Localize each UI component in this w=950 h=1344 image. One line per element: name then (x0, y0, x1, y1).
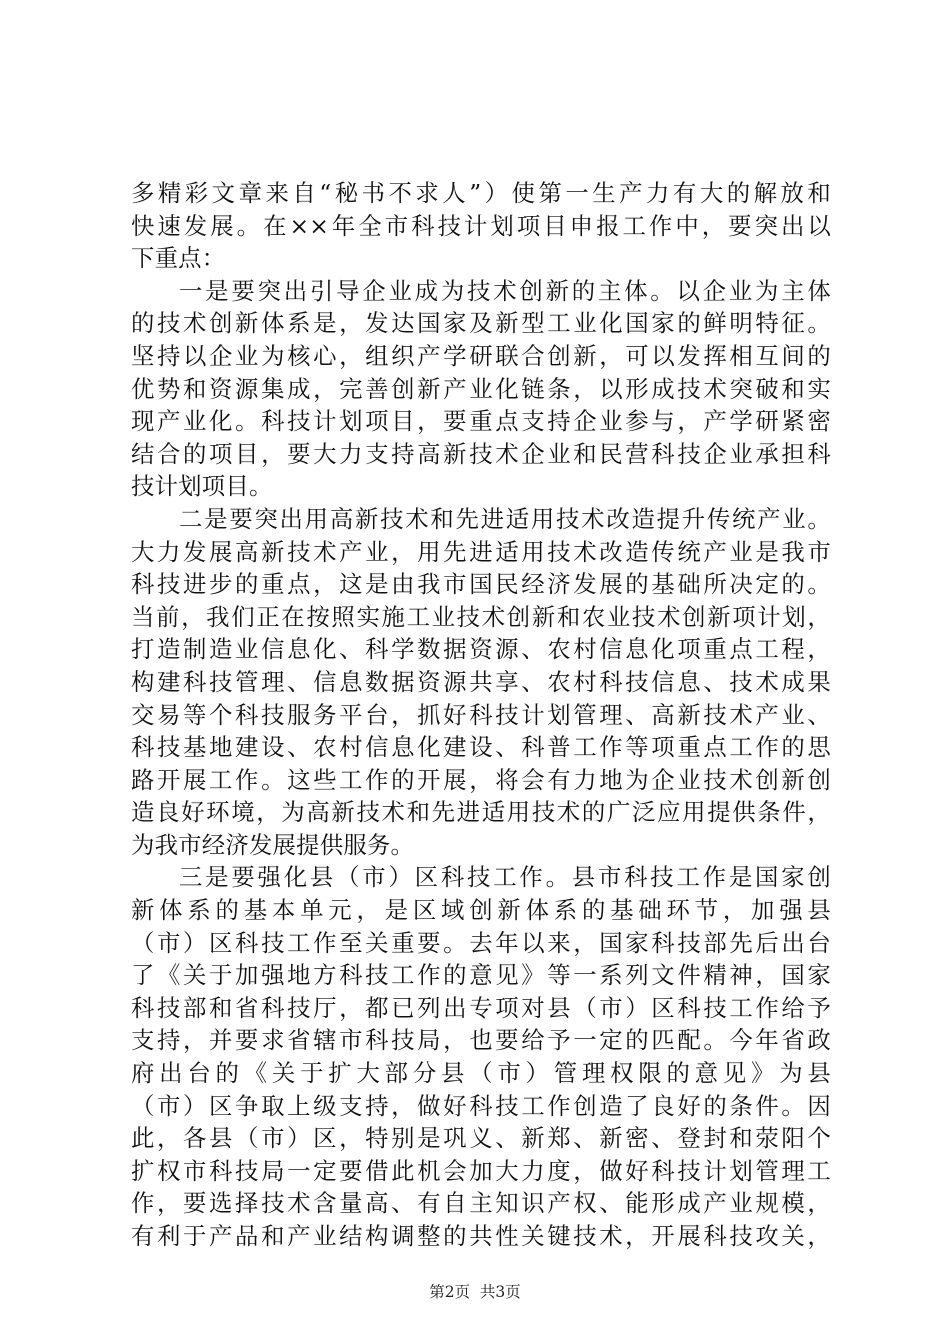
text-line: 作，要选择技术含量高、有自主知识产权、能形成产业规模， (131, 1189, 831, 1218)
text-line: 构建科技管理、信息数据资源共享、农村科技信息、技术成果 (131, 667, 831, 696)
text-line: 下重点： (131, 244, 226, 273)
text-line: 科技部和省科技厅，都已列出专项对县（市）区科技工作给予 (131, 993, 831, 1022)
text-line: 扩权市科技局一定要借此机会加大力度，做好科技计划管理工 (131, 1156, 831, 1185)
page-footer: 第2页 共3页 (429, 1283, 521, 1301)
body-text (131, 177, 831, 1253)
text-line: 路开展工作。这些工作的开展，将会有力地为企业技术创新创 (131, 765, 831, 794)
text-line: 了《关于加强地方科技工作的意见》等一系列文件精神，国家 (131, 961, 831, 990)
text-line: 结合的项目，要大力支持高新技术企业和民营科技企业承担科 (131, 439, 831, 468)
text-line: 支持，并要求省辖市科技局，也要给予一定的匹配。今年省政 (131, 1026, 831, 1055)
text-line: 现产业化。科技计划项目，要重点支持企业参与，产学研紧密 (131, 407, 831, 436)
text-line: 大力发展高新技术产业，用先进适用技术改造传统产业是我市 (131, 537, 831, 566)
text-line: （市）区科技工作至关重要。去年以来，国家科技部先后出台 (131, 928, 831, 957)
text-line: 府出台的《关于扩大部分县（市）管理权限的意见》为县 (131, 1059, 831, 1088)
text-line: 坚持以企业为核心，组织产学研联合创新，可以发挥相互间的 (131, 341, 831, 370)
text-line: 科技进步的重点，这是由我市国民经济发展的基础所决定的。 (131, 570, 831, 599)
text-line: 优势和资源集成，完善创新产业化链条，以形成技术突破和实 (131, 374, 831, 403)
text-line: 新体系的基本单元，是区域创新体系的基础环节，加强县 (131, 896, 831, 925)
text-line: 有利于产品和产业结构调整的共性关键技术，开展科技攻关， (131, 1222, 831, 1250)
text-line: 当前，我们正在按照实施工业技术创新和农业技术创新项计划， (131, 602, 831, 631)
text-line: 交易等个科技服务平台，抓好科技计划管理、高新技术产业、 (131, 700, 831, 729)
text-line: （市）区争取上级支持，做好科技工作创造了良好的条件。因 (131, 1091, 831, 1120)
text-line: 打造制造业信息化、科学数据资源、农村信息化项重点工程， (131, 635, 831, 664)
text-line: 此，各县（市）区，特别是巩义、新郑、新密、登封和荥阳个 (131, 1124, 831, 1153)
text-line: 技计划项目。 (131, 472, 273, 501)
text-line: 多精彩文章来自“秘书不求人”）使第一生产力有大的解放和 (131, 179, 831, 207)
text-line: 二是要突出用高新技术和先进适用技术改造提升传统产业。 (179, 504, 831, 533)
text-line: 的技术创新体系是，发达国家及新型工业化国家的鲜明特征。 (131, 309, 831, 338)
text-line: 造良好环境，为高新技术和先进适用技术的广泛应用提供条件， (131, 798, 831, 827)
text-line: 快速发展。在××年全市科技计划项目申报工作中，要突出以 (131, 211, 831, 240)
text-line: 为我市经济发展提供服务。 (131, 830, 415, 859)
text-line: 科技基地建设、农村信息化建设、科普工作等项重点工作的思 (131, 733, 831, 762)
text-line: 一是要突出引导企业成为技术创新的主体。以企业为主体 (179, 276, 831, 305)
text-line: 三是要强化县（市）区科技工作。县市科技工作是国家创 (179, 863, 831, 892)
